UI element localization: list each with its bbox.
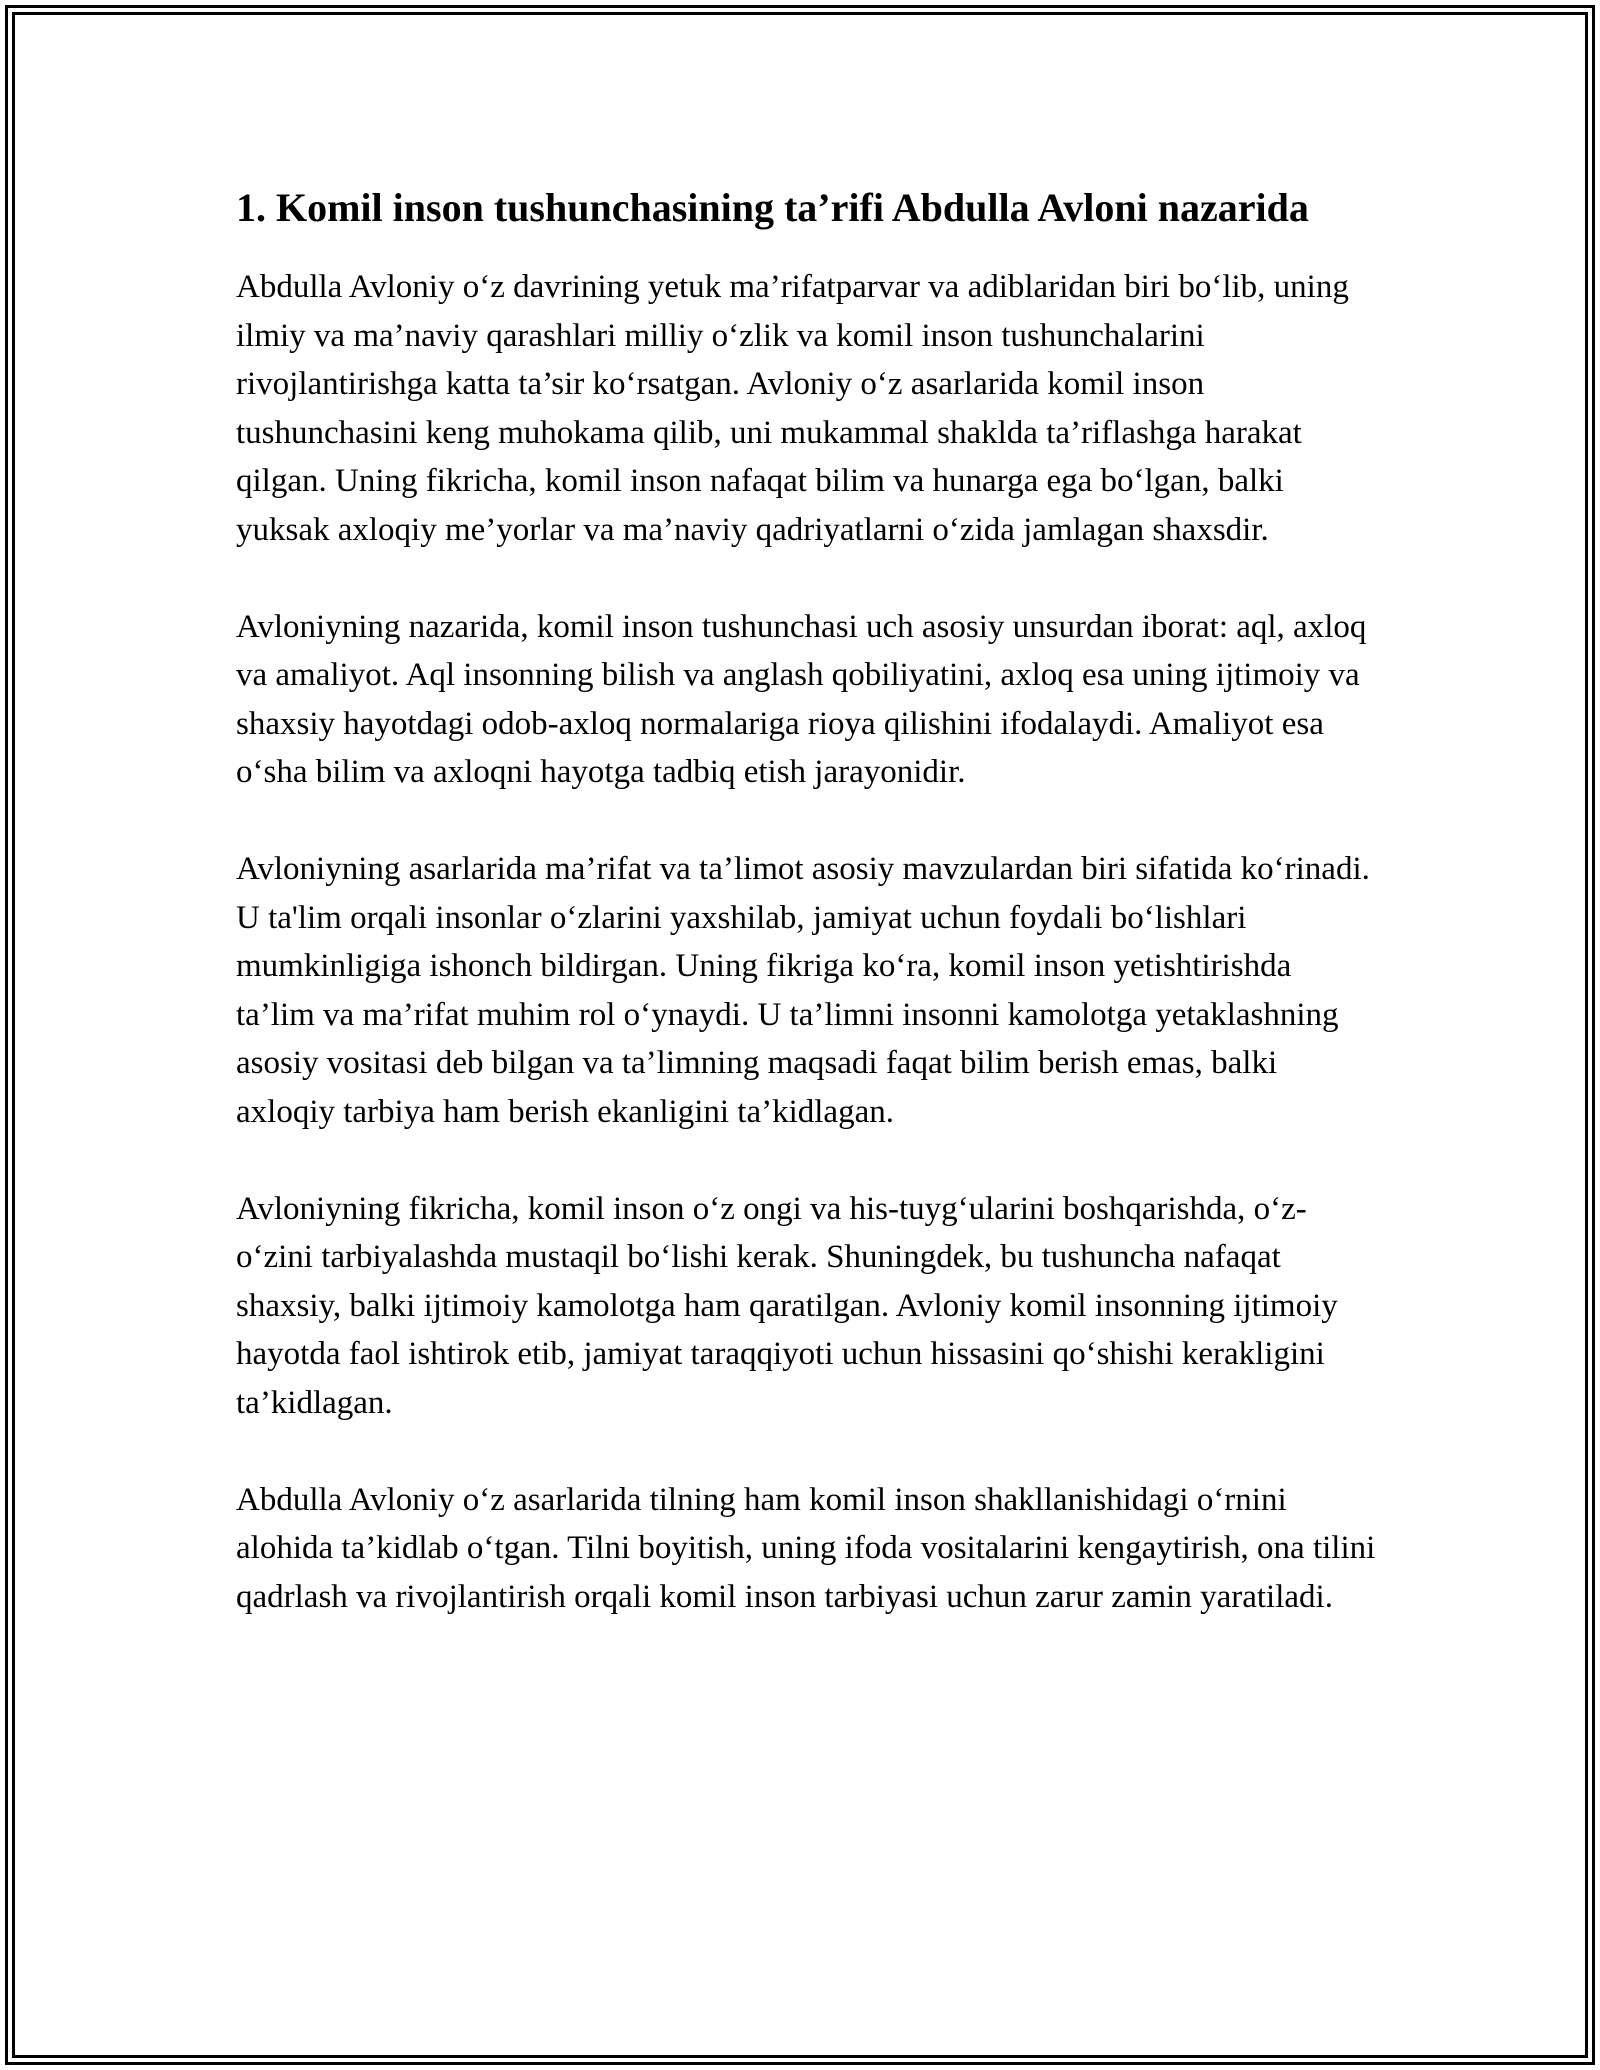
paragraph-2: Avloniyning nazarida, komil inson tushunchasi uch asosiy unsurdan iborat: aql, axloq va amaliyot. Aql insonning bilish va anglash qobiliyatini, axloq esa uning ijtimoiy va shaxsiy hayotdagi odob-axloq normalariga rioya qilishini ifodalaydi. Amaliyot esa o‘sha bilim va axloqni hayotga tadbiq etish jarayonidir.: [236, 608, 1367, 790]
paragraph-3: Avloniyning asarlarida ma’rifat va ta’limot asosiy mavzulardan biri sifatida ko‘rinadi. U ta'lim orqali insonlar o‘zlarini yaxshilab, jamiyat uchun foydali bo‘lishlari mumkinligiga ishonch bildirgan. Uning fikriga ko‘ra, komil inson yetishtirishda ta’lim va ma’rifat muhim rol o‘ynaydi. U ta’limni insonni kamolotga yetaklashning asosiy vositasi deb bilgan va ta’limning maqsadi faqat bilim berish emas, balki axloqiy tarbiya ham berish ekanligini ta’kidlagan.: [236, 851, 1370, 1130]
paragraph-4: Avloniyning fikricha, komil inson o‘z ongi va his-tuyg‘ularini boshqarishda, o‘z-o‘zini tarbiyalashda mustaqil bo‘lishi kerak. Shuningdek, bu tushuncha nafaqat shaxsiy, balki ijtimoiy kamolotga ham qaratilgan. Avloniy komil insonning ijtimoiy hayotda faol ishtirok etib, jamiyat taraqqiyoti uchun hissasini qo‘shishi kerakligini ta’kidlagan.: [236, 1190, 1338, 1421]
paragraph-1: Abdulla Avloniy o‘z davrining yetuk ma’rifatparvar va adiblaridan biri bo‘lib, uning ilmiy va ma’naviy qarashlari milliy o‘zlik va komil inson tushunchalarini rivojlantirishga katta ta’sir ko‘rsatgan. Avloniy o‘z asarlarida komil inson tushunchasini keng muhokama qilib, uni mukammal shaklda ta’riflashga harakat qilgan. Uning fikricha, komil inson nafaqat bilim va hunarga ega bo‘lgan, balki yuksak axloqiy me’yorlar va ma’naviy qadriyatlarni o‘zida jamlagan shaxsdir.: [236, 269, 1349, 548]
paragraph-5: Abdulla Avloniy o‘z asarlarida tilning ham komil inson shakllanishidagi o‘rnini alohida ta’kidlab o‘tgan. Tilni boyitish, uning ifoda vositalarini kengaytirish, ona tilini qadrlash va rivojlantirish orqali komil inson tarbiyasi uchun zarur zamin yaratiladi.: [236, 1481, 1376, 1615]
section-heading: 1. Komil inson tushunchasining ta’rifi Abdulla Avloni nazarida: [236, 185, 1309, 230]
document-body: [236, 180, 1376, 1670]
